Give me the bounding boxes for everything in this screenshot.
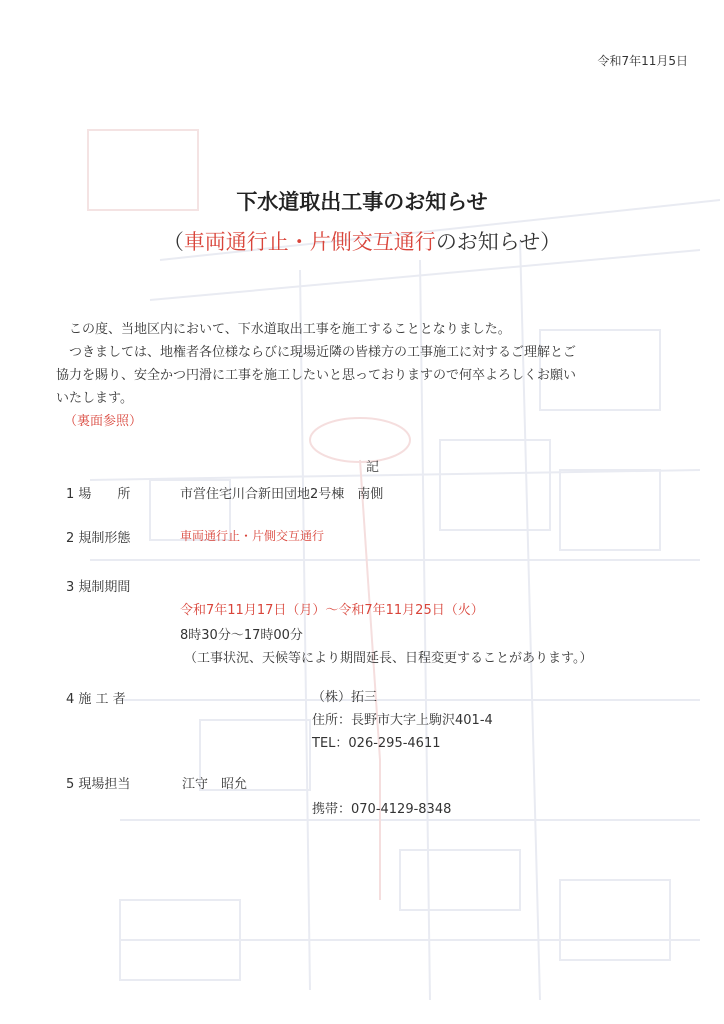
site-label: 5 現場担当 bbox=[66, 777, 131, 792]
period-dates: 令和7年11月17日（月）～令和7年11月25日（火） bbox=[180, 603, 484, 618]
intro-line-1: この度、当地区内において、下水道取出工事を施工することとなりました。 bbox=[69, 322, 511, 337]
subtitle-open-paren: （ bbox=[162, 230, 184, 254]
contractor-label: 4 施 工 者 bbox=[66, 692, 126, 707]
intro-line-3: 協力を賜り、安全かつ円滑に工事を施工したいと思っておりますので何卒よろしくお願い bbox=[56, 368, 577, 383]
period-time: 8時30分～17時00分 bbox=[180, 628, 303, 643]
notice-subtitle bbox=[0, 226, 724, 256]
period-label: 3 規制期間 bbox=[66, 580, 131, 595]
intro-line-4: いたします。 bbox=[56, 391, 133, 406]
regulation-value: 車両通行止・片側交互通行 bbox=[180, 529, 325, 543]
contractor-tel: TEL：026-295-4611 bbox=[312, 736, 441, 751]
site-person: 江守 昭允 bbox=[182, 777, 248, 792]
intro-line-2: つきましては、地権者各位様ならびに現場近隣の皆様方の工事施工に対するご理解とご bbox=[69, 345, 577, 360]
notice-title: 下水道取出工事のお知らせ bbox=[236, 190, 488, 214]
location-value: 市営住宅川合新田団地2号棟 南側 bbox=[180, 487, 384, 502]
period-note: （工事状況、天候等により期間延長、日程変更することがあります。） bbox=[184, 651, 593, 666]
regulation-label: 2 規制形態 bbox=[66, 531, 131, 546]
site-mobile: 携帯：070-4129-8348 bbox=[312, 802, 452, 817]
ki-heading: 記 bbox=[366, 460, 380, 475]
contractor-address: 住所：長野市大字上駒沢401-4 bbox=[312, 713, 493, 728]
issue-date: 令和7年11月5日 bbox=[597, 54, 688, 68]
reverse-side-note: （裏面参照） bbox=[64, 414, 143, 429]
subtitle-rest: のお知らせ） bbox=[435, 230, 562, 254]
contractor-name: （株）拓三 bbox=[312, 690, 378, 705]
location-label: 1 場 所 bbox=[66, 487, 131, 502]
subtitle-highlight: 車両通行止・片側交互通行 bbox=[183, 230, 436, 254]
